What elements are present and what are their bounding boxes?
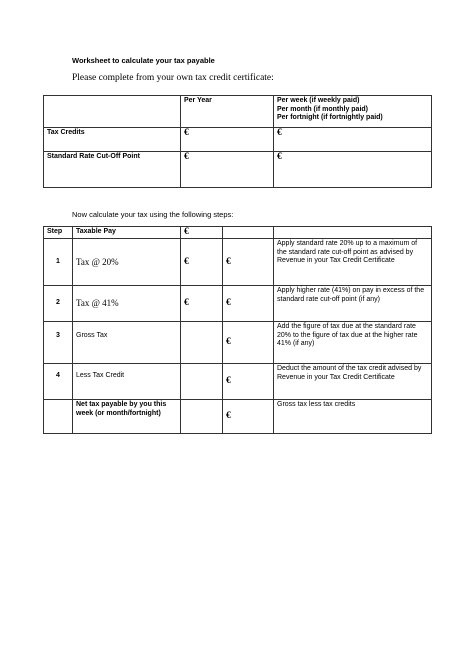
step-2-field-b[interactable]: €: [223, 286, 274, 322]
steps-header-row: [44, 227, 432, 239]
step-number: 2: [44, 286, 73, 322]
blank-cell: [274, 227, 432, 239]
table-header-row: [44, 96, 432, 128]
header-line-weekly: Per week (if weekly paid): [277, 97, 360, 104]
step-2-field-a[interactable]: €: [181, 286, 223, 322]
step-1-field-a[interactable]: €: [181, 239, 223, 286]
step-4-field[interactable]: €: [223, 364, 274, 400]
header-per-year: Per Year: [181, 96, 274, 128]
table-row: [44, 322, 432, 364]
header-line-monthly: Per month (if monthly paid): [277, 105, 368, 113]
step-note: Add the figure of tax due at the standard rate 20% to the figure of tax due at the higher rate 41% (if any): [274, 322, 432, 364]
blank-cell: [223, 227, 274, 239]
net-tax-field[interactable]: €: [223, 400, 274, 434]
step-3-field[interactable]: €: [223, 322, 274, 364]
step-number: 1: [44, 239, 73, 286]
step-number: [44, 400, 73, 434]
step-label: Tax @ 20%: [73, 239, 181, 286]
blank-cell: [181, 322, 223, 364]
step-label: Less Tax Credit: [73, 364, 181, 400]
header-taxable-pay: Taxable Pay: [73, 227, 181, 239]
step-number: 3: [44, 322, 73, 364]
header-line-fortnightly: Per fortnight (if fortnightly paid): [277, 114, 383, 121]
taxable-pay-field[interactable]: €: [181, 227, 223, 239]
step-note: Apply standard rate 20% up to a maximum of the standard rate cut-off point as advised by Revenue in your Tax Credit Certificate: [274, 239, 432, 286]
header-per-period: [274, 96, 432, 128]
step-note: Deduct the amount of the tax credit advised by Revenue in your Tax Credit Certificate: [274, 364, 432, 400]
steps-intro: Now calculate your tax using the following steps:: [72, 210, 234, 219]
table-row: [44, 286, 432, 322]
table-row: [44, 400, 432, 434]
tax-steps-table: [43, 226, 432, 434]
row-label: Standard Rate Cut-Off Point: [44, 152, 181, 188]
worksheet-title: Worksheet to calculate your tax payable: [72, 56, 215, 65]
row-label: Tax Credits: [44, 128, 181, 152]
worksheet-subtitle: Please complete from your own tax credit certificate:: [72, 73, 274, 83]
step-number: 4: [44, 364, 73, 400]
table-row-tax-credits: [44, 128, 432, 152]
table-row: [44, 364, 432, 400]
step-label: Tax @ 41%: [73, 286, 181, 322]
tax-credits-period-field[interactable]: €: [274, 128, 432, 152]
step-note: Gross tax less tax credits: [274, 400, 432, 434]
cutoff-period-field[interactable]: €: [274, 152, 432, 188]
table-row-cutoff: [44, 152, 432, 188]
blank-cell: [181, 364, 223, 400]
tax-credit-table: [43, 95, 432, 188]
step-1-field-b[interactable]: €: [223, 239, 274, 286]
header-step: Step: [44, 227, 73, 239]
header-blank-cell: [44, 96, 181, 128]
table-row: [44, 239, 432, 286]
step-label: Gross Tax: [73, 322, 181, 364]
tax-credits-year-field[interactable]: €: [181, 128, 274, 152]
blank-cell: [181, 400, 223, 434]
step-label: Net tax payable by you this week (or month/fortnight): [73, 400, 181, 434]
cutoff-year-field[interactable]: €: [181, 152, 274, 188]
step-note: Apply higher rate (41%) on pay in excess of the standard rate cut-off point (if any): [274, 286, 432, 322]
